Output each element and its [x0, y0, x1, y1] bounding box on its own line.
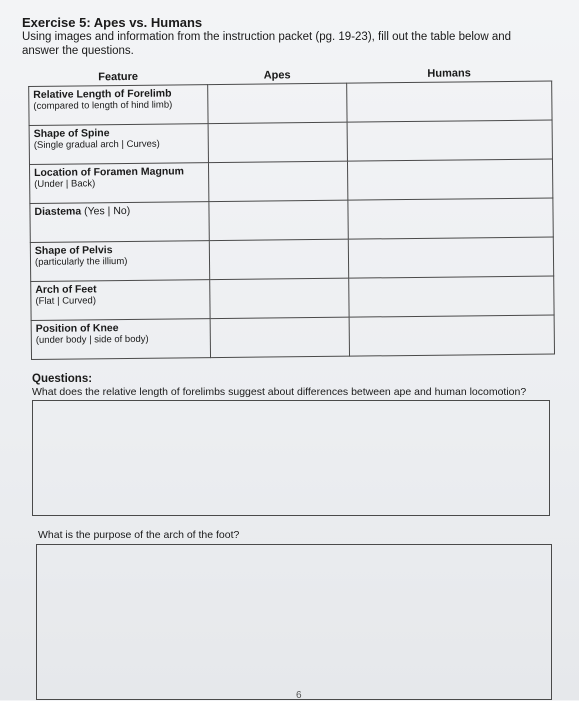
question-1-text: What does the relative length of forelimbs suggest about differences between ape and human locomotion? [32, 386, 527, 398]
feature-cell [29, 124, 208, 165]
apes-answer-cell[interactable] [210, 317, 350, 357]
feature-cell [30, 241, 209, 282]
apes-answer-cell[interactable] [209, 239, 349, 279]
question-1-answer-box[interactable] [32, 400, 550, 516]
table-row [29, 159, 552, 203]
question-2-answer-box[interactable] [36, 544, 552, 700]
feature-name: Shape of Spine [33, 127, 110, 140]
apes-answer-cell[interactable] [208, 83, 348, 123]
humans-answer-cell[interactable] [348, 159, 553, 200]
apes-answer-cell[interactable] [208, 122, 348, 162]
feature-cell [31, 319, 210, 360]
feature-table [28, 65, 555, 360]
exercise-title: Exercise 5: Apes vs. Humans [22, 15, 203, 30]
table-row [29, 81, 552, 125]
feature-hint: (Under | Back) [34, 178, 96, 190]
feature-name: Location of Foramen Magnum [34, 165, 185, 179]
header-humans: Humans [427, 67, 471, 80]
apes-answer-cell[interactable] [208, 161, 348, 201]
feature-hint: (Single gradual arch | Curves) [33, 138, 160, 151]
feature-name: Relative Length of Forelimb [33, 87, 172, 101]
apes-answer-cell[interactable] [210, 278, 350, 318]
humans-answer-cell[interactable] [349, 315, 554, 356]
table-row [30, 237, 553, 281]
header-apes: Apes [263, 69, 291, 82]
humans-answer-cell[interactable] [347, 120, 552, 161]
apes-answer-cell[interactable] [209, 200, 349, 240]
header-feature: Feature [98, 70, 139, 84]
feature-name: Arch of Feet [35, 283, 97, 296]
question-2-text: What is the purpose of the arch of the foot? [38, 529, 240, 541]
feature-name: Shape of Pelvis [34, 244, 113, 257]
page-number: 6 [296, 690, 302, 701]
humans-answer-cell[interactable] [348, 237, 553, 278]
feature-hint: (Flat | Curved) [35, 295, 97, 307]
feature-cell [31, 280, 210, 321]
feature-hint: (Yes | No) [84, 204, 131, 218]
feature-cell [30, 202, 209, 243]
humans-answer-cell[interactable] [347, 81, 552, 122]
feature-cell [29, 163, 208, 204]
humans-answer-cell[interactable] [349, 276, 554, 317]
feature-hint: (particularly the illium) [34, 255, 128, 268]
feature-cell [29, 85, 208, 126]
feature-name: Position of Knee [35, 322, 119, 335]
table-row [29, 120, 552, 164]
table-row [31, 315, 554, 359]
feature-hint: (compared to length of hind limb) [33, 99, 173, 112]
humans-answer-cell[interactable] [348, 198, 553, 239]
table-row [30, 198, 553, 242]
instructions-text: Using images and information from the instruction packet (pg. 19-23), fill out the table below and answer the questions. [22, 31, 512, 57]
questions-heading: Questions: [32, 373, 93, 385]
feature-name: Diastema [34, 205, 82, 218]
feature-hint: (under body | side of body) [35, 333, 149, 346]
table-row [31, 276, 554, 320]
